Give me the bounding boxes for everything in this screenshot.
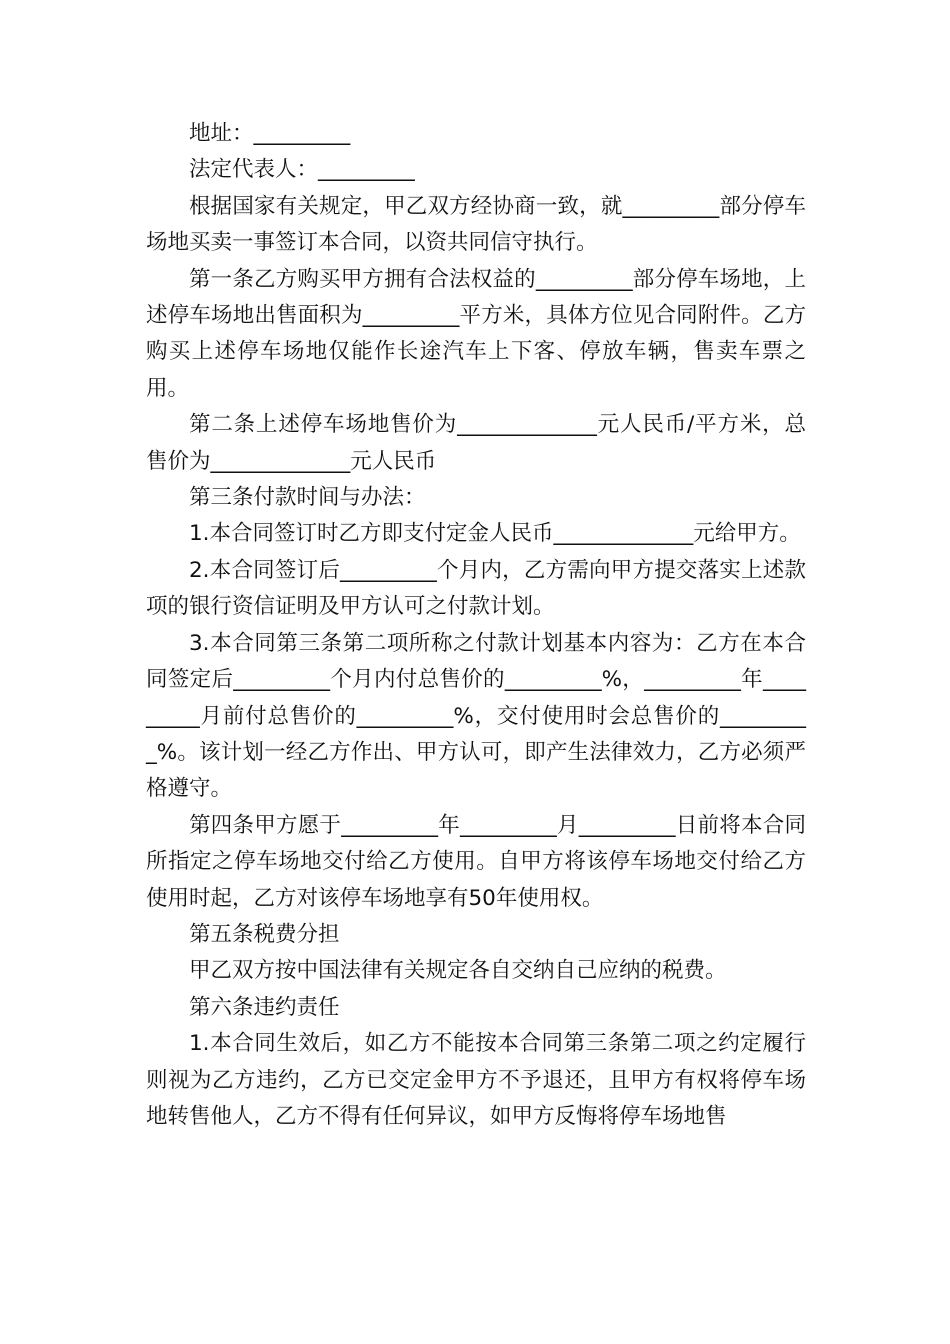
article-6-heading: 第六条违约责任 [189, 994, 340, 1020]
article-5-paragraph: 甲乙双方按中国法律有关规定各自交纳自己应纳的税费。 [189, 958, 727, 984]
article-3-item-1: 1.本合同签订时乙方即支付定金人民币_____________元给甲方。 [189, 521, 801, 547]
preamble-paragraph: 根据国家有关规定，甲乙双方经协商一致，就_________部分停车场地买卖一事签订本合同，以资共同信守执行。 [146, 193, 806, 256]
article-3-item-3: 3.本合同第三条第二项所称之付款计划基本内容为：乙方在本合同签定后_________个月内付总售价的_________%，_________年_________月前付总售价的_________%，交付使用时会总售价的_________%。该计划一经乙方作出、甲方认可，即产生法律效力，乙方必须严格遵守。 [146, 630, 806, 802]
article-1-paragraph: 第一条乙方购买甲方拥有合法权益的_________部分停车场地，上述停车场地出售面积为_________平方米，具体方位见合同附件。乙方购买上述停车场地仅能作长途汽车上下客、停放车辆，售卖车票之用。 [146, 266, 806, 401]
article-3-item-2: 2.本合同签订后_________个月内，乙方需向甲方提交落实上述款项的银行资信证明及甲方认可之付款计划。 [146, 557, 806, 620]
article-2-paragraph: 第二条上述停车场地售价为_____________元人民币/平方米，总售价为_____________元人民币 [146, 412, 806, 474]
legal-representative-line: 法定代表人：_________ [189, 157, 415, 183]
document-body [146, 116, 806, 1135]
article-6-item-1: 1.本合同生效后，如乙方不能按本合同第三条第二项之约定履行则视为乙方违约，乙方已交定金甲方不予退还，且甲方有权将停车场地转售他人，乙方不得有任何异议，如甲方反悔将停车场地售 [146, 1031, 806, 1129]
article-4-paragraph: 第四条甲方愿于_________年_________月_________日前将本合同所指定之停车场地交付给乙方使用。自甲方将该停车场地交付给乙方使用时起，乙方对该停车场地享有50年使用权。 [146, 812, 806, 911]
article-5-heading: 第五条税费分担 [189, 921, 340, 947]
address-line: 地址：_________ [189, 121, 351, 146]
article-3-heading: 第三条付款时间与办法： [189, 485, 426, 511]
